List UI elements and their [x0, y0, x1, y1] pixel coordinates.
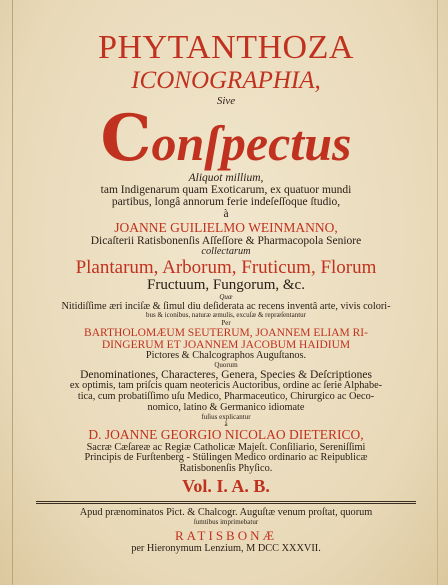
text-line-b: partibus, longâ annorum ferie indeſeſſoque ſtudio, — [111, 196, 341, 209]
volume-label: Vol. I. A. B. — [182, 476, 270, 496]
title-line-1: PHYTANTHOZA — [98, 29, 354, 66]
text-a1: à — [223, 208, 229, 221]
doctor-title-1: Sacræ Cæſareæ ac Regiæ Catholicæ Majeſt. Conſiliario, Sereniſſimi — [86, 441, 366, 453]
author-name: JOANNE GUILIELMO WEINMANNO, — [114, 219, 338, 235]
imprint-rule — [36, 501, 416, 504]
text-per: Per — [221, 318, 231, 327]
text-quae: Quæ — [219, 293, 233, 302]
title-page-content — [28, 30, 424, 554]
doctor-name: D. JOANNE GEORGIO NICOLAO DIETERICO, — [88, 427, 364, 443]
imprint-line-1: Apud prænominatos Pict. & Chalcogr. Auguſtæ venum proſtat, quorum — [79, 506, 373, 518]
text-a2: à — [224, 420, 228, 429]
plants-line-1: Plantarum, Arborum, Fruticum, Florum — [75, 256, 377, 278]
doctor-title-3: Ratisbonenſis Phyſico. — [179, 463, 273, 475]
text-line-h: nomico, latino & Germanico idiomate — [147, 401, 305, 413]
title-sive: Sive — [216, 94, 236, 107]
imprint-city: RATISBONÆ — [174, 528, 278, 544]
title-conspectus — [28, 101, 424, 177]
conspectus-rest: onſpectus — [151, 115, 352, 172]
text-line-g: tica, cum probatiſſimo uſu Medico, Pharmaceutico, Chirurgico ac Oeco- — [77, 391, 375, 403]
author-role: Dicaſterii Ratisbonenſis Aſſeſſore & Pharmacopola Seniore — [90, 234, 362, 247]
imprint-printer: per Hieronymum Lenzium, M DCC XXXVII. — [131, 542, 321, 554]
engravers-role: Pictores & Chalcographos Auguſtanos. — [145, 350, 307, 362]
text-line-a: tam Indigenarum quam Exoticarum, ex quatuor mundi — [100, 184, 352, 197]
text-collectarum: collectarum — [201, 245, 251, 257]
engravers-line-1: BARTHOLOMÆUM SEUTERUM, JOANNEM ELIAM RI- — [84, 327, 368, 340]
text-line-d: bus & iconibus, naturæ æmulis, excuſæ & repræſentantur — [145, 311, 306, 320]
title-line-2: ICONOGRAPHIA, — [131, 66, 321, 94]
imprint-line-2: ſumtibus imprimebatur — [193, 517, 259, 526]
text-line-f: ex optimis, tam priſcis quam neotericis Auctoribus, ordine ac ſerie Alphabe- — [69, 380, 383, 392]
page-edge-right — [437, 0, 438, 585]
doctor-title-2: Principis de Furſtenberg - Stülingen Medico ordinario ac Reipublicæ — [84, 452, 368, 464]
decorated-initial: C — [100, 101, 152, 177]
plants-line-2: Fructuum, Fungorum, &c. — [147, 277, 305, 294]
text-line-c: Nitidiſſime æri inciſæ & ſimul diu deſiderata ac recens inventâ arte, vivis colori- — [61, 300, 391, 312]
text-aliquot: Aliquot millium, — [188, 172, 264, 185]
text-line-e: Denominationes, Characteres, Genera, Species & Deſcriptiones — [80, 369, 372, 382]
text-fusius: fuſius explicantur — [201, 412, 251, 421]
text-quorum: Quorum — [214, 360, 238, 369]
page-edge-left — [12, 0, 13, 585]
engravers-line-2: DINGERUM ET JOANNEM JACOBUM HAIDIUM — [101, 339, 351, 352]
